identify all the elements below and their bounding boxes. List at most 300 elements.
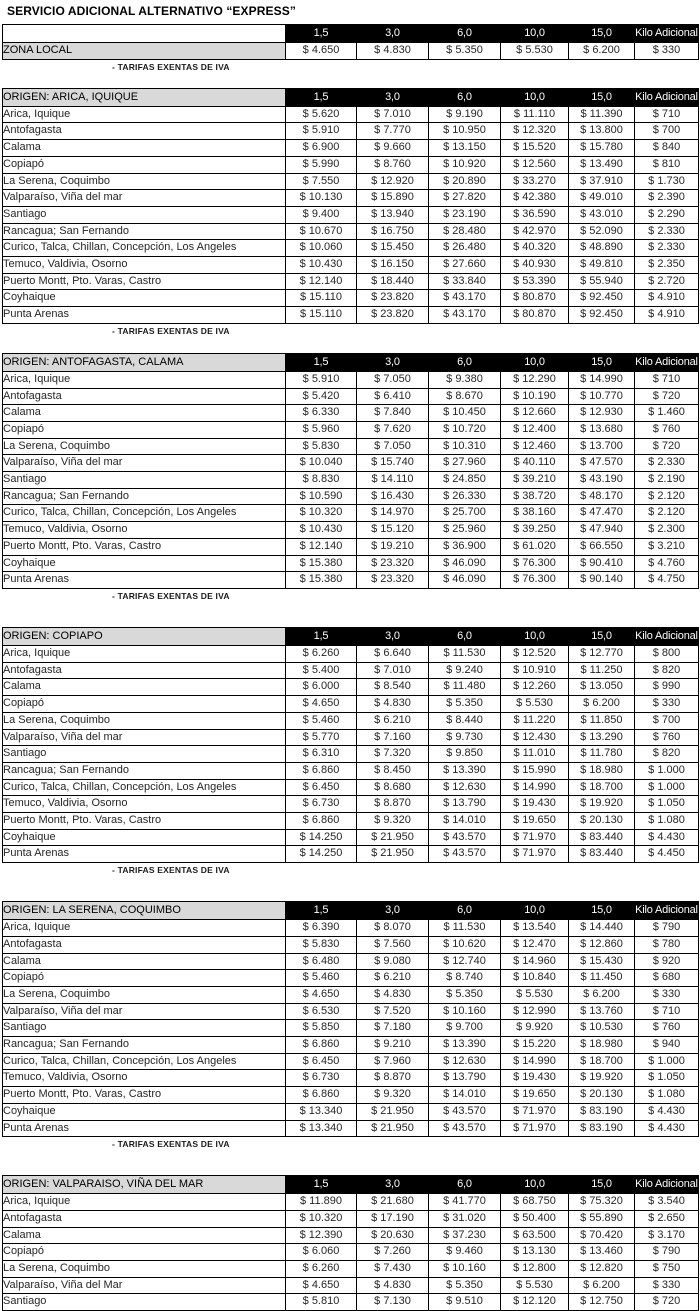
price-cell: $ 10.910 — [501, 662, 569, 679]
price-cell: $ 4.830 — [357, 1277, 429, 1294]
weight-header-cell: 10,0 — [501, 902, 569, 920]
origin-header-cell: ORIGEN: COPIAPO — [3, 627, 286, 645]
table-row — [3, 190, 699, 207]
price-cell: $ 820 — [635, 662, 699, 679]
price-cell: $ 4.830 — [357, 696, 429, 713]
price-cell: $ 7.550 — [286, 173, 357, 190]
price-cell: $ 13.790 — [429, 1070, 501, 1087]
destination-cell: Temuco, Valdivia, Osorno — [3, 796, 286, 813]
price-cell: $ 940 — [635, 1037, 699, 1054]
price-cell: $ 7.050 — [357, 438, 429, 455]
price-cell: $ 5.530 — [501, 1277, 569, 1294]
price-cell: $ 10.670 — [286, 223, 357, 240]
price-cell: $ 19.210 — [357, 538, 429, 555]
price-cell: $ 9.460 — [429, 1244, 501, 1261]
price-cell: $ 43.170 — [429, 307, 501, 324]
price-cell: $ 11.110 — [501, 106, 569, 123]
price-cell: $ 23.190 — [429, 206, 501, 223]
price-cell: $ 15.740 — [357, 455, 429, 472]
destination-cell: La Serena, Coquimbo — [3, 1261, 286, 1278]
page-title: SERVICIO ADICIONAL ALTERNATIVO “EXPRESS” — [7, 4, 296, 18]
table-row — [3, 1227, 699, 1244]
price-cell: $ 76.300 — [501, 572, 569, 589]
price-cell: $ 43.190 — [569, 472, 635, 489]
destination-cell: Punta Arenas — [3, 846, 286, 863]
price-cell: $ 6.730 — [286, 1070, 357, 1087]
weight-header-cell: 6,0 — [429, 25, 501, 43]
iva-footnote: - TARIFAS EXENTAS DE IVA — [112, 325, 230, 336]
weight-header-cell: 3,0 — [357, 902, 429, 920]
price-cell: $ 7.520 — [357, 1003, 429, 1020]
price-cell: $ 13.940 — [357, 206, 429, 223]
price-cell: $ 8.070 — [357, 920, 429, 937]
price-cell: $ 13.540 — [501, 920, 569, 937]
weight-header-cell: 1,5 — [286, 627, 357, 645]
price-cell: $ 7.130 — [357, 1294, 429, 1311]
price-cell: $ 9.320 — [357, 813, 429, 830]
price-cell: $ 12.430 — [501, 729, 569, 746]
price-cell: $ 25.700 — [429, 505, 501, 522]
price-cell: $ 2.330 — [635, 223, 699, 240]
destination-cell: Calama — [3, 953, 286, 970]
table-row — [3, 388, 699, 405]
destination-cell: Puerto Montt, Pto. Varas, Castro — [3, 813, 286, 830]
weight-header-cell: 15,0 — [569, 902, 635, 920]
price-cell: $ 19.650 — [501, 813, 569, 830]
price-cell: $ 9.700 — [429, 1020, 501, 1037]
price-cell: $ 710 — [635, 106, 699, 123]
destination-cell: Rancagua; San Fernando — [3, 223, 286, 240]
price-cell: $ 1.000 — [635, 1053, 699, 1070]
price-cell: $ 3.210 — [635, 538, 699, 555]
price-cell: $ 37.910 — [569, 173, 635, 190]
price-cell: $ 11.450 — [569, 970, 635, 987]
price-cell: $ 25.960 — [429, 522, 501, 539]
table-row — [3, 696, 699, 713]
price-cell: $ 9.850 — [429, 746, 501, 763]
destination-cell: Calama — [3, 679, 286, 696]
price-cell: $ 39.250 — [501, 522, 569, 539]
destination-cell: Arica, Iquique — [3, 645, 286, 662]
price-cell: $ 6.060 — [286, 1244, 357, 1261]
table-row — [3, 1103, 699, 1120]
price-cell: $ 53.390 — [501, 273, 569, 290]
price-cell: $ 7.560 — [357, 936, 429, 953]
table-row — [3, 936, 699, 953]
weight-header-cell: 6,0 — [429, 353, 501, 371]
price-cell: $ 27.660 — [429, 257, 501, 274]
price-cell: $ 710 — [635, 1003, 699, 1020]
destination-cell: Copiapó — [3, 970, 286, 987]
price-cell: $ 18.440 — [357, 273, 429, 290]
price-cell: $ 6.200 — [569, 986, 635, 1003]
destination-cell: Rancagua; San Fernando — [3, 488, 286, 505]
price-cell: $ 7.160 — [357, 729, 429, 746]
table-row — [3, 572, 699, 589]
table-row — [3, 307, 699, 324]
price-cell: $ 330 — [635, 1277, 699, 1294]
price-cell: $ 1.000 — [635, 762, 699, 779]
price-cell: $ 780 — [635, 936, 699, 953]
price-cell: $ 13.800 — [569, 123, 635, 140]
price-cell: $ 6.210 — [357, 712, 429, 729]
price-cell: $ 720 — [635, 388, 699, 405]
price-cell: $ 14.010 — [429, 1087, 501, 1104]
destination-cell: Valparaíso, Viña del mar — [3, 1003, 286, 1020]
price-cell: $ 12.560 — [501, 156, 569, 173]
price-cell: $ 12.260 — [501, 679, 569, 696]
price-cell: $ 10.310 — [429, 438, 501, 455]
price-cell: $ 1.080 — [635, 1087, 699, 1104]
price-cell: $ 330 — [635, 986, 699, 1003]
table-row — [3, 206, 699, 223]
price-cell: $ 13.390 — [429, 762, 501, 779]
destination-cell: Santiago — [3, 746, 286, 763]
destination-cell: La Serena, Coquimbo — [3, 986, 286, 1003]
price-cell: $ 11.530 — [429, 920, 501, 937]
price-cell: $ 10.920 — [429, 156, 501, 173]
price-cell: $ 4.760 — [635, 555, 699, 572]
price-cell: $ 9.380 — [429, 371, 501, 388]
destination-cell: Temuco, Valdivia, Osorno — [3, 1070, 286, 1087]
table-row — [3, 970, 699, 987]
price-cell: $ 10.040 — [286, 455, 357, 472]
price-cell: $ 4.430 — [635, 829, 699, 846]
price-cell: $ 55.890 — [569, 1210, 635, 1227]
table-header-row — [3, 902, 699, 920]
origin-table — [2, 901, 699, 1137]
origin-header-cell: ORIGEN: LA SERENA, COQUIMBO — [3, 902, 286, 920]
zona-local-label-cell: ZONA LOCAL — [3, 43, 286, 60]
weight-header-cell: 15,0 — [569, 1176, 635, 1194]
price-cell: $ 83.440 — [569, 829, 635, 846]
price-cell: $ 10.530 — [569, 1020, 635, 1037]
price-cell: $ 33.840 — [429, 273, 501, 290]
table-row — [3, 123, 699, 140]
price-cell: $ 13.700 — [569, 438, 635, 455]
destination-cell: Antofagasta — [3, 388, 286, 405]
price-cell: $ 790 — [635, 1244, 699, 1261]
price-cell: $ 83.440 — [569, 846, 635, 863]
price-cell: $ 2.190 — [635, 472, 699, 489]
price-cell: $ 5.770 — [286, 729, 357, 746]
price-cell: $ 9.240 — [429, 662, 501, 679]
price-cell: $ 43.570 — [429, 846, 501, 863]
price-cell: $ 10.770 — [569, 388, 635, 405]
price-cell: $ 1.050 — [635, 1070, 699, 1087]
price-cell: $ 18.700 — [569, 1053, 635, 1070]
price-cell: $ 2.390 — [635, 190, 699, 207]
price-cell: $ 5.400 — [286, 662, 357, 679]
table-header-row — [3, 25, 699, 43]
price-cell: $ 4.430 — [635, 1103, 699, 1120]
destination-cell: Valparaíso, Viña del mar — [3, 729, 286, 746]
price-cell: $ 47.570 — [569, 455, 635, 472]
table-row — [3, 488, 699, 505]
price-cell: $ 5.620 — [286, 106, 357, 123]
price-cell: $ 11.530 — [429, 645, 501, 662]
destination-cell: Punta Arenas — [3, 572, 286, 589]
table-row — [3, 645, 699, 662]
price-cell: $ 760 — [635, 421, 699, 438]
price-cell: $ 5.850 — [286, 1020, 357, 1037]
price-cell: $ 15.520 — [501, 140, 569, 157]
price-cell: $ 14.250 — [286, 846, 357, 863]
price-cell: $ 16.150 — [357, 257, 429, 274]
destination-cell: Valparaíso, Viña del mar — [3, 190, 286, 207]
price-cell: $ 8.450 — [357, 762, 429, 779]
price-cell: $ 15.430 — [569, 953, 635, 970]
price-cell: $ 6.860 — [286, 813, 357, 830]
price-cell: $ 920 — [635, 953, 699, 970]
price-cell: $ 4.830 — [357, 986, 429, 1003]
price-cell: $ 10.160 — [429, 1261, 501, 1278]
price-cell: $ 41.770 — [429, 1194, 501, 1211]
price-cell: $ 10.160 — [429, 1003, 501, 1020]
destination-cell: Coyhaique — [3, 290, 286, 307]
price-cell: $ 43.570 — [429, 1120, 501, 1137]
price-cell: $ 9.400 — [286, 206, 357, 223]
price-cell: $ 10.840 — [501, 970, 569, 987]
price-cell: $ 7.050 — [357, 371, 429, 388]
price-cell: $ 16.430 — [357, 488, 429, 505]
price-cell: $ 990 — [635, 679, 699, 696]
price-cell: $ 1.080 — [635, 813, 699, 830]
origin-table — [2, 353, 699, 589]
price-cell: $ 52.090 — [569, 223, 635, 240]
price-cell: $ 43.010 — [569, 206, 635, 223]
destination-cell: Coyhaique — [3, 1103, 286, 1120]
price-cell: $ 9.080 — [357, 953, 429, 970]
price-cell: $ 750 — [635, 1261, 699, 1278]
destination-cell: Rancagua; San Fernando — [3, 1037, 286, 1054]
table-header-row — [3, 1176, 699, 1194]
price-cell: $ 720 — [635, 1294, 699, 1311]
origin-table — [2, 627, 699, 863]
price-cell: $ 46.090 — [429, 572, 501, 589]
price-cell: $ 40.110 — [501, 455, 569, 472]
price-cell: $ 10.720 — [429, 421, 501, 438]
price-cell: $ 49.010 — [569, 190, 635, 207]
price-cell: $ 18.980 — [569, 1037, 635, 1054]
price-cell: $ 840 — [635, 140, 699, 157]
price-cell: $ 7.180 — [357, 1020, 429, 1037]
price-cell: $ 66.550 — [569, 538, 635, 555]
price-cell: $ 6.730 — [286, 796, 357, 813]
price-cell: $ 10.320 — [286, 1210, 357, 1227]
destination-cell: Antofagasta — [3, 662, 286, 679]
price-cell: $ 10.450 — [429, 405, 501, 422]
weight-header-cell: 6,0 — [429, 902, 501, 920]
table-header-row — [3, 88, 699, 106]
price-cell: $ 2.300 — [635, 522, 699, 539]
price-cell: $ 14.990 — [501, 1053, 569, 1070]
weight-header-cell: 3,0 — [357, 25, 429, 43]
price-cell: $ 820 — [635, 746, 699, 763]
price-cell: $ 49.810 — [569, 257, 635, 274]
table-row — [3, 1053, 699, 1070]
weight-header-cell: 6,0 — [429, 1176, 501, 1194]
price-cell: $ 19.430 — [501, 796, 569, 813]
price-cell: $ 720 — [635, 438, 699, 455]
price-cell: $ 83.190 — [569, 1120, 635, 1137]
destination-cell: Copiapó — [3, 1244, 286, 1261]
table-row — [3, 1294, 699, 1311]
price-cell: $ 9.190 — [429, 106, 501, 123]
price-cell: $ 40.320 — [501, 240, 569, 257]
price-cell: $ 790 — [635, 920, 699, 937]
destination-cell: Curico, Talca, Chillan, Concepción, Los Angeles — [3, 505, 286, 522]
origin-header-cell: ORIGEN: VALPARAISO, VIÑA DEL MAR — [3, 1176, 286, 1194]
price-cell: $ 800 — [635, 645, 699, 662]
table-row — [3, 1120, 699, 1137]
price-cell: $ 6.480 — [286, 953, 357, 970]
price-cell: $ 2.350 — [635, 257, 699, 274]
price-cell: $ 15.380 — [286, 572, 357, 589]
table-row — [3, 762, 699, 779]
weight-header-cell: Kilo Adicional — [635, 902, 699, 920]
price-cell: $ 18.980 — [569, 762, 635, 779]
price-cell: $ 12.320 — [501, 123, 569, 140]
price-cell: $ 9.660 — [357, 140, 429, 157]
price-cell: $ 14.970 — [357, 505, 429, 522]
price-cell: $ 24.850 — [429, 472, 501, 489]
price-cell: $ 8.680 — [357, 779, 429, 796]
destination-cell: Punta Arenas — [3, 1120, 286, 1137]
price-cell: $ 11.480 — [429, 679, 501, 696]
price-cell: $ 13.290 — [569, 729, 635, 746]
price-cell: $ 71.970 — [501, 1120, 569, 1137]
price-cell: $ 15.110 — [286, 290, 357, 307]
price-cell: $ 6.860 — [286, 1037, 357, 1054]
price-cell: $ 1.050 — [635, 796, 699, 813]
price-cell: $ 4.650 — [286, 696, 357, 713]
table-row — [3, 1277, 699, 1294]
price-cell: $ 12.920 — [357, 173, 429, 190]
table-row — [3, 273, 699, 290]
price-cell: $ 12.930 — [569, 405, 635, 422]
price-cell: $ 15.380 — [286, 555, 357, 572]
price-cell: $ 27.820 — [429, 190, 501, 207]
price-cell: $ 6.390 — [286, 920, 357, 937]
price-cell: $ 12.770 — [569, 645, 635, 662]
price-cell: $ 2.120 — [635, 505, 699, 522]
price-cell: $ 5.460 — [286, 712, 357, 729]
price-cell: $ 3.540 — [635, 1194, 699, 1211]
price-cell: $ 4.910 — [635, 307, 699, 324]
price-cell: $ 21.950 — [357, 846, 429, 863]
price-cell: $ 11.220 — [501, 712, 569, 729]
price-cell: $ 36.590 — [501, 206, 569, 223]
price-cell: $ 13.460 — [569, 1244, 635, 1261]
price-cell: $ 21.680 — [357, 1194, 429, 1211]
price-cell: $ 8.830 — [286, 472, 357, 489]
price-cell: $ 13.680 — [569, 421, 635, 438]
price-cell: $ 6.330 — [286, 405, 357, 422]
table-row — [3, 729, 699, 746]
price-cell: $ 3.170 — [635, 1227, 699, 1244]
weight-header-cell: Kilo Adicional — [635, 627, 699, 645]
price-cell: $ 9.730 — [429, 729, 501, 746]
price-cell: $ 12.750 — [569, 1294, 635, 1311]
destination-cell: Copiapó — [3, 696, 286, 713]
price-cell: $ 14.440 — [569, 920, 635, 937]
destination-cell: Calama — [3, 140, 286, 157]
price-cell: $ 12.400 — [501, 421, 569, 438]
table-row — [3, 986, 699, 1003]
weight-header-cell: 1,5 — [286, 88, 357, 106]
price-cell: $ 5.530 — [501, 986, 569, 1003]
weight-header-cell: 3,0 — [357, 1176, 429, 1194]
table-row — [3, 1194, 699, 1211]
price-cell: $ 12.630 — [429, 1053, 501, 1070]
weight-header-cell: 6,0 — [429, 88, 501, 106]
price-cell: $ 14.990 — [569, 371, 635, 388]
price-cell: $ 71.970 — [501, 1103, 569, 1120]
price-cell: $ 43.170 — [429, 290, 501, 307]
table-row — [3, 438, 699, 455]
origin-table — [2, 1175, 699, 1311]
price-cell: $ 14.990 — [501, 779, 569, 796]
weight-header-cell: 1,5 — [286, 353, 357, 371]
price-cell: $ 760 — [635, 729, 699, 746]
price-cell: $ 14.960 — [501, 953, 569, 970]
price-cell: $ 4.750 — [635, 572, 699, 589]
price-cell: $ 6.450 — [286, 779, 357, 796]
price-cell: $ 700 — [635, 123, 699, 140]
table-row — [3, 920, 699, 937]
price-cell: $ 330 — [635, 696, 699, 713]
destination-cell: Curico, Talca, Chillan, Concepción, Los Angeles — [3, 1053, 286, 1070]
price-cell: $ 37.230 — [429, 1227, 501, 1244]
price-cell: $ 11.250 — [569, 662, 635, 679]
price-cell: $ 6.450 — [286, 1053, 357, 1070]
table-header-row — [3, 353, 699, 371]
price-cell: $ 13.340 — [286, 1103, 357, 1120]
table-row — [3, 1037, 699, 1054]
table-row — [3, 240, 699, 257]
price-cell: $ 12.470 — [501, 936, 569, 953]
price-cell: $ 2.290 — [635, 206, 699, 223]
price-cell: $ 27.960 — [429, 455, 501, 472]
price-cell: $ 42.970 — [501, 223, 569, 240]
price-cell: $ 71.970 — [501, 829, 569, 846]
table-row — [3, 472, 699, 489]
table-row — [3, 746, 699, 763]
price-cell: $ 13.130 — [501, 1244, 569, 1261]
price-cell: $ 5.810 — [286, 1294, 357, 1311]
destination-cell: Santiago — [3, 472, 286, 489]
table-row — [3, 1020, 699, 1037]
price-cell: $ 5.420 — [286, 388, 357, 405]
destination-cell: Coyhaique — [3, 829, 286, 846]
destination-cell: Puerto Montt, Pto. Varas, Castro — [3, 1087, 286, 1104]
price-cell: $ 6.000 — [286, 679, 357, 696]
price-cell: $ 16.750 — [357, 223, 429, 240]
price-cell: $ 9.320 — [357, 1087, 429, 1104]
price-cell: $ 21.950 — [357, 1103, 429, 1120]
price-cell: $ 8.760 — [357, 156, 429, 173]
price-cell: $ 20.630 — [357, 1227, 429, 1244]
destination-cell: Curico, Talca, Chillan, Concepción, Los Angeles — [3, 779, 286, 796]
price-cell: $ 76.300 — [501, 555, 569, 572]
price-cell: $ 12.120 — [501, 1294, 569, 1311]
price-cell: $ 42.380 — [501, 190, 569, 207]
table-row — [3, 1261, 699, 1278]
price-cell: $ 15.110 — [286, 307, 357, 324]
destination-cell: Santiago — [3, 1020, 286, 1037]
price-cell: $ 14.010 — [429, 813, 501, 830]
